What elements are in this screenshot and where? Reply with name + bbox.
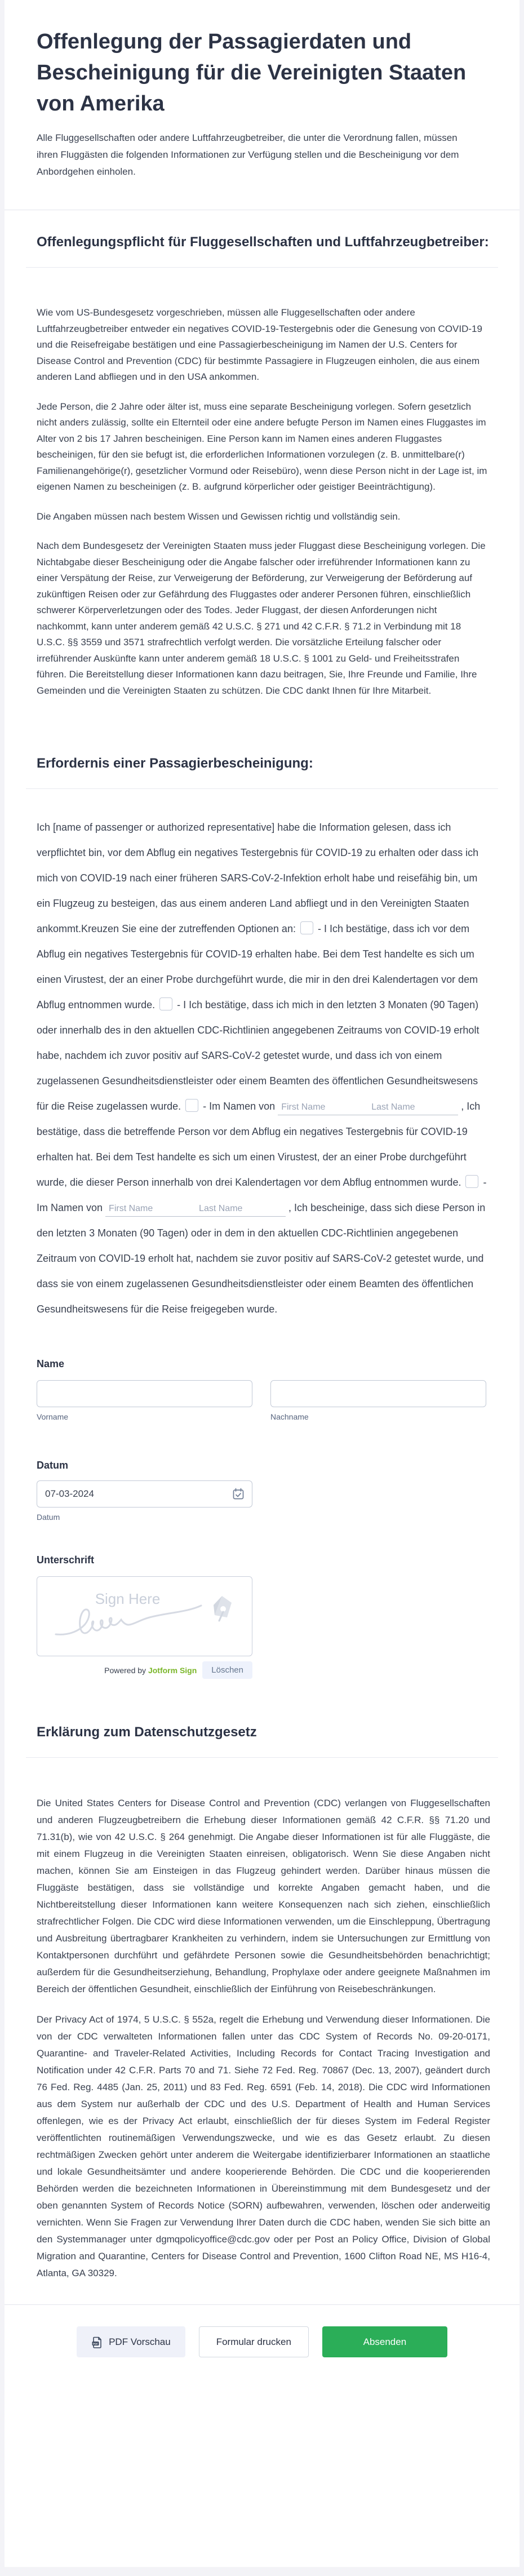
intro-subtitle: Alle Fluggesellschaften oder andere Luftfahrzeugbetreiber, die unter die Verordnung fallen, müssen ihren Fluggästen die folgenden Informationen zur Verfügung stellen und die Bescheinigung vor dem Anbordgehen einholen. — [37, 132, 459, 177]
pdf-icon — [91, 2336, 103, 2348]
paragraph: Der Privacy Act of 1974, 5 U.S.C. § 552a, regelt die Erhebung und Verwendung dieser Informationen. Die von der CDC verwalteten Informationen fallen unter das CDC System of Records No. 09-20-0171, Quarantine- and Traveler-Related Activities, Including Records for Contact Tracing Investigation and Notification under 42 C.F.R. Parts 70 and 71. Siehe 72 Fed. Reg. 70867 (Dec. 13, 2007), geändert durch 76 Fed. Reg. 4485 (Jan. 25, 2011) und 83 Fed. Reg. 6591 (Feb. 14, 2018). Die CDC wird Informationen aus dem System nur außerhalb der CDC und des U.S. Department of Health and Human Services offenlegen, wie es der Privacy Act erlaubt, einschließlich der für dieses System im Federal Register veröffentlichten routinemäßigen Verwendungszwecke, und wie es das Gesetz erlaubt. Zu diesen rechtmäßigen Zwecken gehört unter anderem die Weitergabe identifizierbarer Informationen an staatliche und lokale Gesundheitsämter und andere kooperierende Behörden. Die CDC und die kooperierenden Behörden werden die bezeichneten Informationen in Übereinstimmung mit dem Bundesgesetz und der oben genannten System of Records Notice (SORN) aufbewahren, verwenden, löschen oder anderweitig vernichten. Wenn Sie Fragen zur Verwendung Ihrer Daten durch die CDC haben, wenden Sie sich bitte an den Systemmanager unter dgmqpolicyoffice@cdc.gov oder per Post an Policy Office, Division of Global Migration and Quarantine, Centers for Disease Control and Prevention, 1600 Clifton Road NE, MS H16-4, Atlanta, GA 30329. — [37, 2014, 490, 2278]
privacy-heading: Erklärung zum Datenschutzgesetz — [37, 1724, 257, 1740]
heading-underline-divider — [26, 1757, 498, 1758]
calendar-icon[interactable] — [232, 1488, 245, 1503]
form-footer — [5, 2326, 519, 2386]
last-name-sublabel: Nachname — [270, 1412, 309, 1421]
date-field-label: Datum — [37, 1460, 69, 1471]
clear-signature-button[interactable]: Löschen — [202, 1661, 252, 1679]
pdf-preview-label: PDF Vorschau — [109, 2336, 171, 2347]
heading-underline-divider — [26, 267, 498, 268]
signature-field-label: Unterschrift — [37, 1554, 95, 1566]
jotform-sign-link[interactable]: Jotform Sign — [148, 1665, 197, 1675]
paragraph: Jede Person, die 2 Jahre oder älter ist, muss eine separate Bescheinigung vorlegen. Sofern gesetzlich nicht anders zulässig, sollte ein Elternteil oder eine andere befugte Person im Namen eines Fluggastes im Alter von 2 bis 17 Jahren bescheinigen. Eine Person kann im Namen eines anderen Fluggastes bescheinigen, für den sie befugt ist, die erforderlichen Informationen vorzulegen (z. B. unmittelbare(r) Familienangehörige(r), gesetzlicher Vormund oder Reisebüro), wenn diese Person nicht in der Lage ist, im eigenen Namen zu bescheinigen (z. B. aufgrund körperlicher oder geistiger Beeinträchtigung). — [37, 401, 487, 492]
first-name-sublabel: Vorname — [37, 1412, 69, 1421]
print-form-button[interactable]: Formular drucken — [199, 2326, 309, 2357]
date-input[interactable] — [37, 1480, 252, 1508]
name-field-label: Name — [37, 1358, 65, 1369]
certification-fill-blank-text: Ich [name of passenger or authorized representative] habe die Information gelesen, dass ich verpflichtet bin, vor dem Abflug ein negatives Testergebnis für COVID-19 zu erhalten oder dass ich mich von COVID-19 nach einer früheren SARS-CoV-2-Infektion erholt habe und reisefähig bin, um ein Flugzeug zu besteigen, das aus einem anderen Land abfliegt und in den Vereinigten Staaten ankommt.Kreuzen Sie eine der zutreffenden Optionen an: - I Ich bestätige, dass ich vor dem Abflug ein negatives Testergebnis für COVID-19 erhalten habe. Bei dem Test handelte es sich um einen Virustest, der an einer Probe durchgeführt wurde, die mir in den drei Kalendertagen vor dem Abflug entnommen wurde. - I Ich bestätige, dass ich mich in den letzten 3 Monaten (90 Tagen) oder innerhalb des in den aktuellen CDC-Richtlinien angegebenen Zeitraums von COVID-19 erholt habe, nachdem ich zuvor positiv auf SARS-CoV-2 getestet wurde, und dass ich von einem zugelassenen Gesundheitsdienstleister oder einem Beamten des öffentlichen Gesundheitswesens für die Reise zugelassen wurde. - Im Namen von First Name Last Name , Ich bestätige, dass die betreffende Person vor dem Abflug ein negatives Testergebnis für COVID-19 erhalten hat. Bei dem Test handelte es sich um einen Virustest, der an einer Probe durchgeführt wurde, die dieser Person innerhalb von drei Kalendertagen vor dem Abflug entnommen wurde. - Im Namen von First Name Last Name , Ich bescheinige, dass sich diese Person in den letzten 3 Monaten (90 Tagen) oder in dem in den aktuellen CDC-Richtlinien angegebenen Zeitraum von COVID-19 erholt hat, nachdem sie zuvor positiv auf SARS-CoV-2 getestet wurde, und dass sie von einem zugelassenen Gesundheitsdienstleister oder einem Beamten des öffentlichen Gesundheitswesens für die Reise freigegeben wurde. — [37, 822, 487, 1315]
inline-checkbox[interactable] — [159, 997, 172, 1010]
page-title: Offenlegung der Passagierdaten und Bescheinigung für die Vereinigten Staaten von Amerika — [37, 30, 467, 116]
powered-by-label: Powered by Jotform Sign — [104, 1665, 197, 1675]
disclosure-paragraphs — [37, 305, 492, 699]
inline-first-name-input[interactable]: First Name — [278, 1101, 368, 1115]
inline-first-name-input[interactable]: First Name — [105, 1203, 196, 1217]
first-name-input[interactable] — [37, 1380, 252, 1407]
signature-pad[interactable] — [37, 1576, 252, 1656]
paragraph: Nach dem Bundesgesetz der Vereinigten Staaten muss jeder Fluggast diese Bescheinigung vorlegen. Die Nichtabgabe dieser Bescheinigung oder die Angabe falscher oder irreführender Informationen kann zu einer Verspätung der Reise, zur Verweigerung der Beförderung, zur Verweigerung der Beförderung auf zukünftigen Reisen oder zur Gefährdung des Fluggastes oder anderer Personen führen, einschließlich schwerer Körperverletzungen oder des Todes. Jeder Fluggast, der diesen Anforderungen nicht nachkommt, kann unter anderem gemäß 42 U.S.C. § 271 und 42 C.F.R. § 71.2 in Verbindung mit 18 U.S.C. §§ 3559 und 3571 strafrechtlich verfolgt werden. Die vorsätzliche Erteilung falscher oder irreführender Auskünfte kann unter anderem gemäß 18 U.S.C. § 1001 zu Geld- und Freiheitsstrafen führen. Die Bereitstellung dieser Informationen kann dazu beitragen, Sie, Ihre Freunde und Familie, Ihre Gemeinden und die Vereinigten Staaten zu schützen. Die CDC dankt Ihnen für Ihre Mitarbeit. — [37, 540, 486, 696]
submit-button[interactable]: Absenden — [322, 2326, 447, 2357]
privacy-paragraphs — [37, 1795, 492, 2282]
date-field-block — [37, 1460, 492, 1522]
date-sublabel: Datum — [37, 1513, 60, 1522]
footer-divider — [5, 2304, 519, 2305]
inline-checkbox[interactable] — [185, 1099, 198, 1112]
name-field-block — [37, 1358, 492, 1421]
inline-last-name-input[interactable]: Last Name — [196, 1203, 286, 1217]
signature-field-block — [37, 1554, 492, 1679]
paragraph: Wie vom US-Bundesgesetz vorgeschrieben, müssen alle Fluggesellschaften oder andere Luftfahrzeugbetreiber entweder ein negatives COVID-19-Testergebnis oder die Genesung von COVID-19 und die Reisefreigabe bestätigen und eine Passagierbescheinigung im Namen der U.S. Centers for Disease Control and Prevention (CDC) für bestimmte Passagiere in Flugzeugen einholen, die aus einem anderen Land abfliegen und in den USA ankommen. — [37, 307, 482, 382]
disclosure-heading: Offenlegungspflicht für Fluggesellschaften und Luftfahrzeugbetreiber: — [37, 234, 489, 250]
paragraph: Die Angaben müssen nach bestem Wissen und Gewissen richtig und vollständig sein. — [37, 511, 401, 522]
paragraph: Die United States Centers for Disease Control and Prevention (CDC) verlangen von Fluggesellschaften und anderen Flugzeugbetreibern die Erhebung dieser Informationen gemäß 42 C.F.R. §§ 71.20 und 71.31(b), wie von 42 U.S.C. § 264 genehmigt. Die Angabe dieser Informationen ist für alle Fluggäste, die mit einem Flugzeug in die Vereinigten Staaten einreisen, obligatorisch. Wenn Sie diese Angaben nicht machen, können Sie am Einsteigen in das Flugzeug gehindert werden. Darüber hinaus müssen die Fluggäste bestätigen, dass sie vollständige und korrekte Angaben gemacht haben, und die Nichtbereitstellung dieser Informationen kann weitere Konsequenzen nach sich ziehen, einschließlich strafrechtlicher Folgen. Die CDC wird diese Informationen verwenden, um die Einschleppung, Übertragung und Ausbreitung übertragbarer Krankheiten zu verhindern, indem sie Untersuchungen zur Ermittlung von Kontaktpersonen durchführt und gefährdete Personen sowie die Gesundheitsbehörden benachrichtigt; außerdem für die Gesundheitserziehung, Behandlung, Prophylaxe oder andere geeignete Maßnahmen im Bereich der öffentlichen Gesundheit, einschließlich der Einführung von Reisebeschränkungen. — [37, 1798, 490, 1994]
inline-checkbox[interactable] — [465, 1175, 478, 1188]
svg-text:PDF: PDF — [92, 2342, 99, 2345]
pdf-preview-button[interactable] — [77, 2326, 185, 2357]
pen-nib-icon — [208, 1594, 236, 1626]
sign-here-label: Sign Here — [95, 1590, 161, 1607]
inline-checkbox[interactable] — [300, 921, 313, 934]
heading-underline-divider — [26, 788, 498, 789]
inline-last-name-input[interactable]: Last Name — [368, 1101, 458, 1115]
requirement-heading: Erfordernis einer Passagierbescheinigung: — [37, 756, 313, 771]
last-name-input[interactable] — [270, 1380, 486, 1407]
form-card — [5, 0, 519, 2567]
